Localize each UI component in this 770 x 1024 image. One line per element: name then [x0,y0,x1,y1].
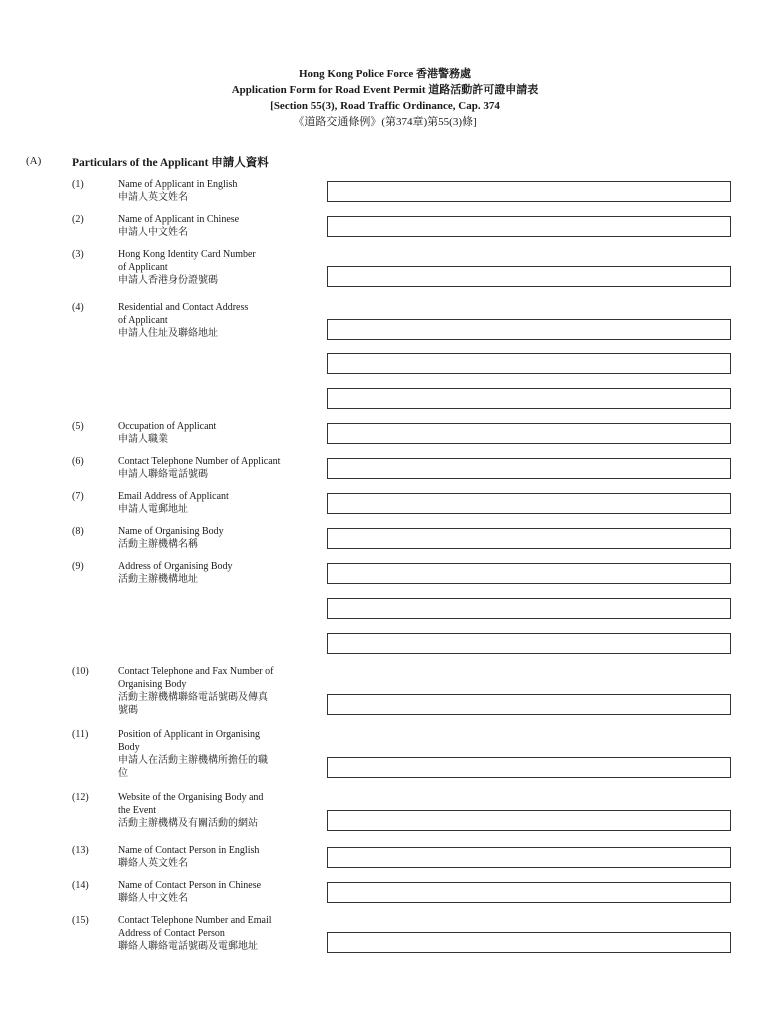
item-number: (3) [72,249,84,260]
label-en: Position of Applicant in Organising [118,729,261,740]
item-label-applicant-hkid [118,248,314,287]
item-label-website [118,791,314,830]
label-zh: 聯絡人英文姓名 [118,858,188,869]
label-zh: 號碼 [118,705,138,716]
label-en: Name of Organising Body [118,526,224,537]
contact-person-phone-email-field[interactable] [327,932,731,953]
label-en: Organising Body [118,679,187,690]
label-en: Name of Contact Person in Chinese [118,880,262,891]
item-label-applicant-position [118,728,314,780]
item-label-applicant-occupation [118,420,314,446]
label-en: Name of Contact Person in English [118,845,260,856]
item-number: (11) [72,729,89,740]
item-label-organising-body-address [118,560,314,586]
label-en: Name of Applicant in English [118,179,238,190]
section-number: (A) [26,155,42,167]
label-zh: 申請人住址及聯絡地址 [118,328,218,339]
label-en: Address of Contact Person [118,928,225,939]
contact-person-name-english-field[interactable] [327,847,731,868]
applicant-occupation-field[interactable] [327,423,731,444]
applicant-name-english-field[interactable] [327,181,731,202]
applicant-address-field-line-2[interactable] [327,353,731,374]
label-zh: 申請人電郵地址 [118,504,188,515]
item-label-contact-person-phone-email [118,914,314,953]
item-number: (4) [72,302,84,313]
item-label-contact-person-name-english [118,844,314,870]
header-line-1: Hong Kong Police Force 香港警務處 [298,68,472,80]
applicant-name-chinese-field[interactable] [327,216,731,237]
item-number: (12) [72,792,89,803]
item-number: (1) [72,179,84,190]
header-line-2: Application Form for Road Event Permit 道路活動許可證申請表 [231,84,539,96]
label-zh: 申請人在活動主辦機構所擔任的職 [118,755,268,766]
label-zh: 聯絡人中文姓名 [118,893,188,904]
label-zh: 活動主辦機構聯絡電話號碼及傳真 [118,692,268,703]
label-en: Email Address of Applicant [118,491,229,502]
item-number: (7) [72,491,84,502]
label-en: Contact Telephone and Fax Number of [118,666,274,677]
label-en: Residential and Contact Address [118,302,249,313]
item-number: (10) [72,666,89,677]
label-en: Occupation of Applicant [118,421,217,432]
item-number: (9) [72,561,84,572]
label-en: of Applicant [118,315,168,326]
organising-body-phone-fax-field[interactable] [327,694,731,715]
organising-body-address-field-line-3[interactable] [327,633,731,654]
label-zh: 申請人聯絡電話號碼 [118,469,208,480]
item-number: (6) [72,456,84,467]
applicant-address-field-line-1[interactable] [327,319,731,340]
organising-body-address-field-line-1[interactable] [327,563,731,584]
label-zh: 位 [118,768,128,779]
item-label-applicant-email [118,490,314,516]
form-header [0,66,770,130]
item-label-contact-person-name-chinese [118,879,314,905]
item-number: (14) [72,880,89,891]
item-number: (2) [72,214,84,225]
applicant-phone-field[interactable] [327,458,731,479]
item-label-applicant-name-chinese [118,213,314,239]
label-en: Body [118,742,140,753]
item-number: (5) [72,421,84,432]
label-en: Website of the Organising Body and [118,792,264,803]
label-en: the Event [118,805,157,816]
applicant-hkid-field[interactable] [327,266,731,287]
label-zh: 申請人中文姓名 [118,227,188,238]
applicant-position-field[interactable] [327,757,731,778]
applicant-address-field-line-3[interactable] [327,388,731,409]
item-label-applicant-phone [118,455,318,481]
website-field[interactable] [327,810,731,831]
header-line-3: [Section 55(3), Road Traffic Ordinance, Cap. 374 [270,100,500,112]
label-zh: 申請人香港身份證號碼 [118,275,218,286]
organising-body-address-field-line-2[interactable] [327,598,731,619]
label-zh: 聯絡人聯絡電話號碼及電郵地址 [118,941,258,952]
label-en: Contact Telephone Number of Applicant [118,456,281,467]
label-en: Address of Organising Body [118,561,233,572]
label-zh: 申請人職業 [118,434,168,445]
item-label-applicant-address [118,301,314,340]
label-en: of Applicant [118,262,168,273]
section-title: Particulars of the Applicant 申請人資料 [72,157,269,169]
item-label-organising-body-name [118,525,314,551]
label-zh: 活動主辦機構名稱 [118,539,198,550]
item-label-organising-body-phone-fax [118,665,314,717]
item-number: (13) [72,845,89,856]
applicant-email-field[interactable] [327,493,731,514]
label-en: Hong Kong Identity Card Number [118,249,256,260]
contact-person-name-chinese-field[interactable] [327,882,731,903]
organising-body-name-field[interactable] [327,528,731,549]
label-en: Name of Applicant in Chinese [118,214,240,225]
label-zh: 申請人英文姓名 [118,192,188,203]
label-zh: 活動主辦機構地址 [118,574,198,585]
item-number: (8) [72,526,84,537]
label-zh: 活動主辦機構及有關活動的網站 [118,818,258,829]
item-number: (15) [72,915,89,926]
item-label-applicant-name-english [118,178,314,204]
label-en: Contact Telephone Number and Email [118,915,272,926]
header-line-4: 《道路交通條例》(第374章)第55(3)條] [293,116,477,128]
